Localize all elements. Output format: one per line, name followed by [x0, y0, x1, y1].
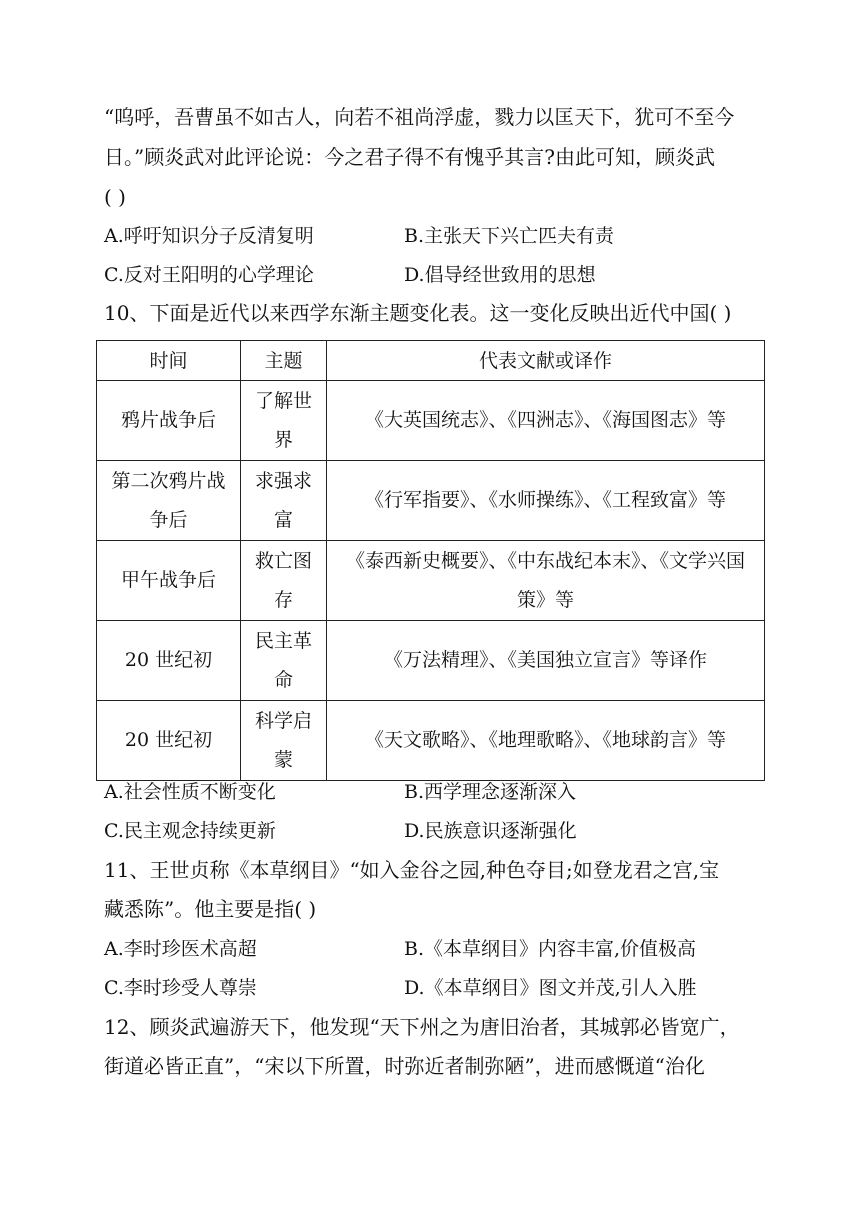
table-row: [97, 701, 765, 781]
table-cell-works: 《行军指要》、《水师操练》、《工程致富》等: [327, 461, 765, 541]
q10-option-a[interactable]: A.社会性质不断变化: [104, 781, 276, 803]
q11-stem-line-2: 藏悉陈”。他主要是指( ): [104, 897, 317, 921]
q9-option-b[interactable]: B.主张天下兴亡匹夫有责: [404, 225, 615, 247]
q9-option-d[interactable]: D.倡导经世致用的思想: [404, 264, 596, 286]
q12-stem-line-2: 街道必皆正直”，“宋以下所置，时弥近者制弥陋”，进而感慨道“治化: [104, 1054, 705, 1078]
table-cell-works: 《泰西新史概要》、《中东战纪本末》、《文学兴国策》等: [327, 541, 765, 621]
q10-option-c[interactable]: C.民主观念持续更新: [104, 820, 276, 842]
table-cell-theme: 救亡图存: [241, 541, 327, 621]
table-cell-works: 《天文歌略》、《地理歌略》、《地球韵言》等: [327, 701, 765, 781]
table-cell-time: 第二次鸦片战争后: [97, 461, 241, 541]
q12-stem-line-1: 12、顾炎武遍游天下，他发现“天下州之为唐旧治者，其城郭必皆宽广，: [104, 1015, 740, 1039]
q10-table: [96, 340, 765, 781]
table-header-cell: 代表文献或译作: [327, 341, 765, 381]
table-cell-theme: 民主革命: [241, 621, 327, 701]
table-header-cell: 主题: [241, 341, 327, 381]
q10-stem: 10、下面是近代以来西学东渐主题变化表。这一变化反映出近代中国( ): [104, 301, 732, 325]
q9-stem-line-2: 日。”顾炎武对此评论说：今之君子得不有愧乎其言?由此可知，顾炎武: [104, 145, 715, 169]
q11-stem-line-1: 11、王世贞称《本草纲目》“如入金谷之园,种色夺目;如登龙君之宫,宝: [104, 858, 720, 882]
q11-option-d[interactable]: D.《本草纲目》图文并茂,引人入胜: [404, 977, 697, 999]
table-row: [97, 541, 765, 621]
table-row: [97, 461, 765, 541]
table-cell-time: 甲午战争后: [97, 541, 241, 621]
q9-option-a[interactable]: A.呼吁知识分子反清复明: [104, 225, 314, 247]
table-cell-theme: 科学启蒙: [241, 701, 327, 781]
q9-option-c[interactable]: C.反对王阳明的心学理论: [104, 264, 314, 286]
table-header-cell: 时间: [97, 341, 241, 381]
table-cell-time: 20 世纪初: [97, 701, 241, 781]
q11-option-c[interactable]: C.李时珍受人尊崇: [104, 977, 257, 999]
q10-option-d[interactable]: D.民族意识逐渐强化: [404, 820, 577, 842]
table-cell-theme: 求强求富: [241, 461, 327, 541]
table-cell-theme: 了解世界: [241, 381, 327, 461]
q10-option-b[interactable]: B.西学理念逐渐深入: [404, 781, 577, 803]
table-cell-time: 20 世纪初: [97, 621, 241, 701]
table-cell-works: 《万法精理》、《美国独立宣言》等译作: [327, 621, 765, 701]
table-row: [97, 621, 765, 701]
table-row: [97, 381, 765, 461]
table-cell-works: 《大英国统志》、《四洲志》、《海国图志》等: [327, 381, 765, 461]
q11-option-a[interactable]: A.李时珍医术高超: [104, 938, 257, 960]
q9-stem-line-1: “呜呼，吾曹虽不如古人，向若不祖尚浮虚，戮力以匡天下，犹可不至今: [104, 105, 735, 129]
q11-option-b[interactable]: B.《本草纲目》内容丰富,价值极高: [404, 938, 697, 960]
table-cell-time: 鸦片战争后: [97, 381, 241, 461]
table-header-row: [97, 341, 765, 381]
q9-answer-blank: ( ): [104, 185, 126, 209]
